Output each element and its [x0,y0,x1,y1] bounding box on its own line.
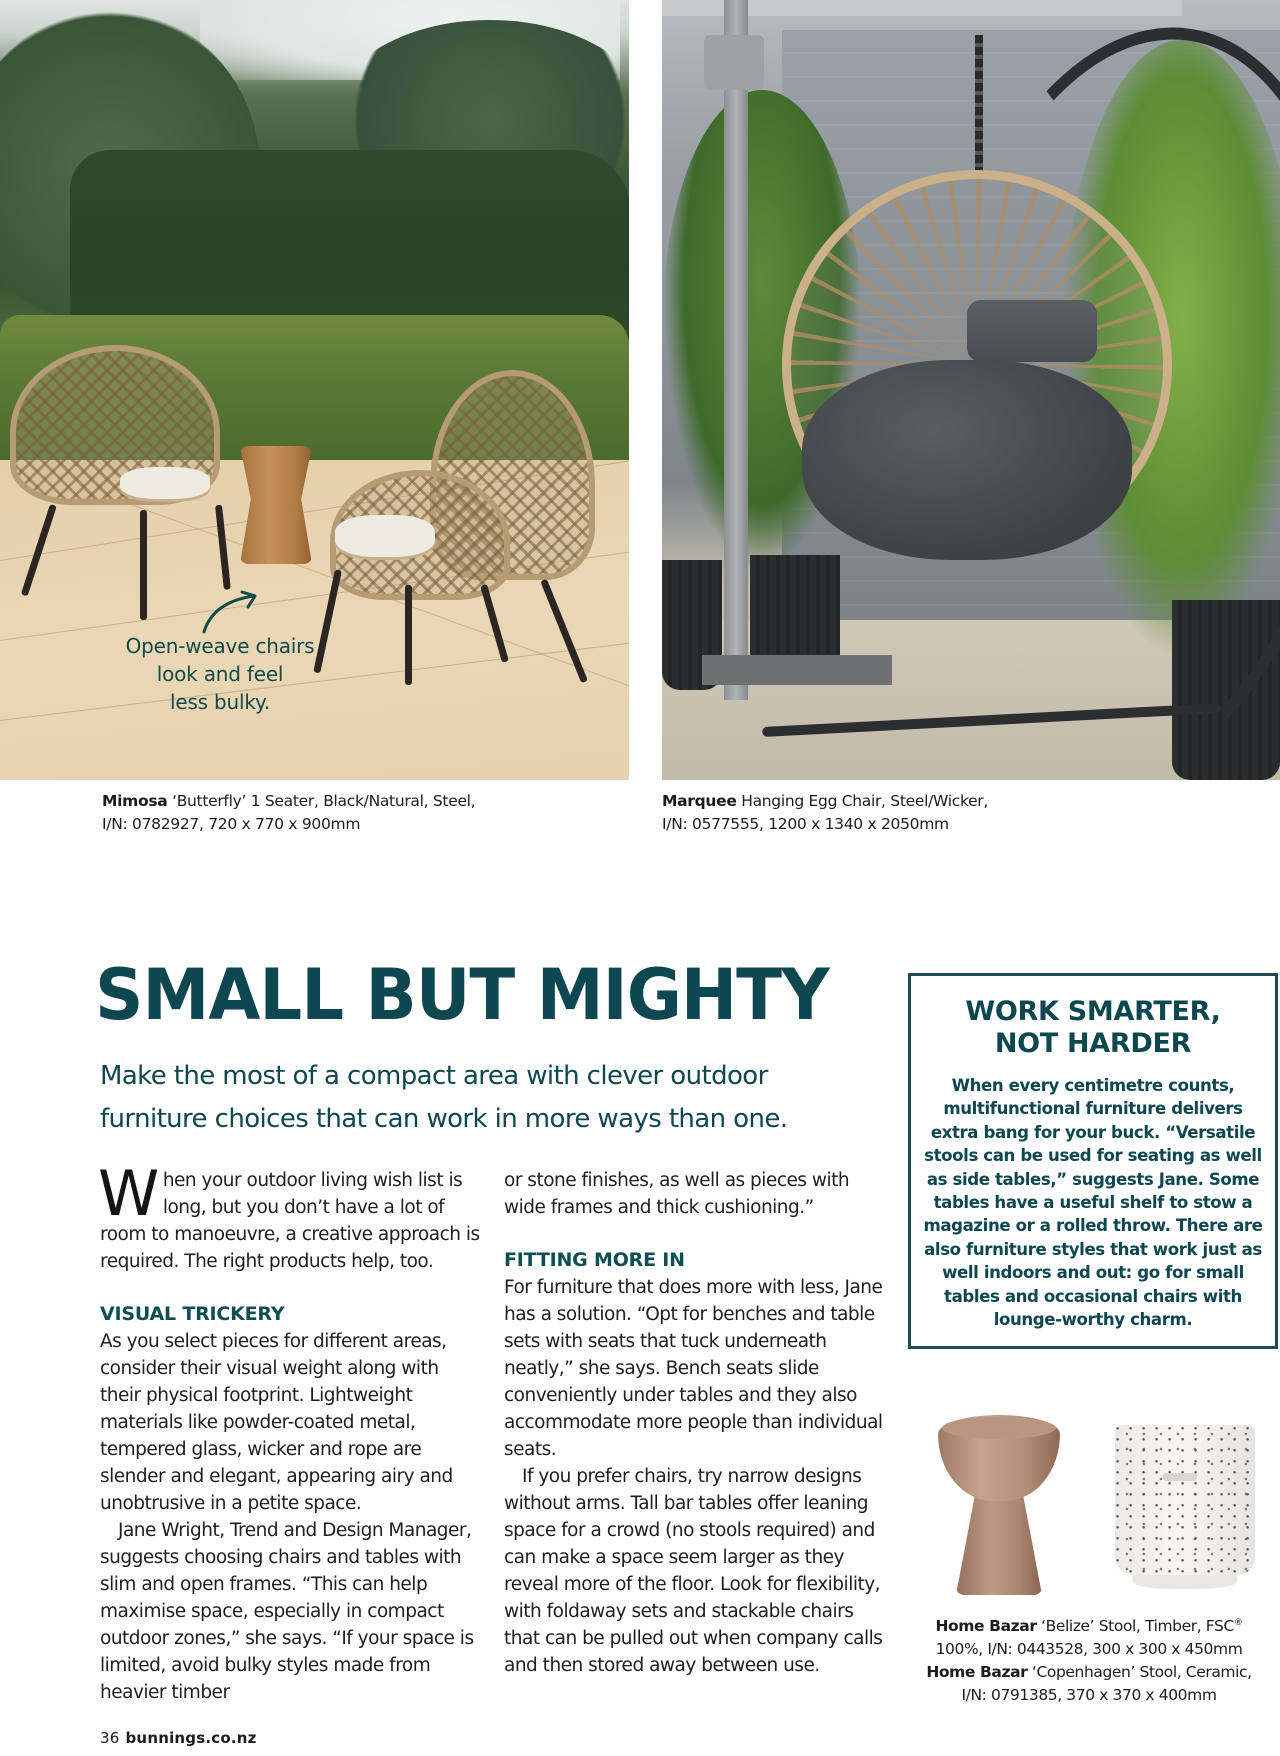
body-paragraph: Jane Wright, Trend and Design Manager, suggests choosing chairs and tables with slim and open frames. “This can help maximise space, especially in compact outdoor zones,” she says. “If your space is limited, avoid bulky styles made from heavier timber [100,1520,474,1703]
article-standfirst [100,1055,890,1141]
site-url[interactable]: bunnings.co.nz [125,1729,257,1747]
section-heading-fitting-more-in: FITTING MORE IN [504,1249,685,1271]
page-footer [100,1729,257,1747]
body-paragraph: As you select pieces for different areas, consider their visual weight along with their physical footprint. Lightweight materials like powder-coated metal, tempered glass, wicker and rope are slender and elegant, appearing airy and unobtrusive in a petite space. [100,1331,453,1514]
tip-box-title: WORK SMARTER, NOT HARDER [965,996,1221,1059]
photo-egg-chair [662,0,1280,780]
product-specs: 100%, I/N: 0443528, 300 x 300 x 450mm [935,1640,1243,1659]
headrest-pillow [967,300,1097,362]
page-number: 36 [100,1729,120,1747]
seat-cushion [802,360,1132,560]
brand-name: Marquee [662,792,737,810]
article-headline: SMALL BUT MIGHTY [95,954,829,1036]
standfirst-line: Make the most of a compact area with clever outdoor [100,1061,768,1091]
wicker-chair-left [10,345,225,595]
annotation-line: less bulky. [170,690,270,714]
product-description: ‘Butterfly’ 1 Seater, Black/Natural, Steel, [167,792,476,810]
body-paragraph: For furniture that does more with less, Jane has a solution. “Opt for benches and table sets with seats that tuck underneath neatly,” she says. Bench seats slide conveniently under tables and they also accommodate more people than individual seats. [504,1277,883,1460]
product-description: ‘Copenhagen’ Stool, Ceramic, [1027,1663,1252,1682]
drop-cap: W [98,1157,159,1230]
product-caption-stools [905,1612,1273,1707]
timber-stool [240,446,312,564]
article-column-2 [504,1167,894,1679]
brand-name: Mimosa [102,792,168,810]
hanging-chain [975,35,983,175]
standfirst-line: furniture choices that can work in more ways than one. [100,1104,788,1134]
photo-mimosa-chairs [0,0,629,780]
article-column-1 [98,1157,480,1706]
curved-arrow-icon [198,590,262,636]
brand-name: Home Bazar [926,1663,1028,1682]
product-description: ‘Belize’ Stool, Timber, FSC [1036,1617,1234,1636]
photo-annotation [100,632,340,716]
product-caption-marquee [662,790,1222,836]
product-description: Hanging Egg Chair, Steel/Wicker, [736,792,988,810]
product-specs: I/N: 0782927, 720 x 770 x 900mm [102,815,361,833]
product-specs: I/N: 0791385, 370 x 370 x 400mm [961,1686,1217,1705]
annotation-line: look and feel [156,662,284,686]
intro-paragraph: When your outdoor living wish list is long, but you don’t have a lot of room to manoeuvre, a creative approach is required. The right products help, too. [98,1157,480,1272]
umbrella-bracket [704,35,764,90]
photo-copenhagen-stool [1115,1425,1255,1593]
product-caption-mimosa [102,790,622,836]
wicker-chair-right [330,370,600,690]
registered-mark: ® [1233,1618,1243,1628]
tip-box-body: When every centimetre counts, multifunctional furniture delivers extra bang for your buck. “Versatile stools can be used for seating as well as side tables,” suggests Jane. Some tables have a useful shelf to stow a magazine or a rolled throw. There are also furniture styles that work just as well indoors and out: go for small tables and occasional chairs with lounge-worthy charm. [923,1076,1263,1330]
photo-belize-stool [938,1415,1060,1597]
annotation-line: Open-weave chairs [125,634,315,658]
product-specs: I/N: 0577555, 1200 x 1340 x 2050mm [662,815,949,833]
section-heading-visual-trickery: VISUAL TRICKERY [100,1303,285,1325]
umbrella-base [702,655,892,685]
tip-box-work-smarter [908,973,1278,1349]
brand-name: Home Bazar [935,1617,1037,1636]
umbrella-pole [724,0,748,700]
body-paragraph-continued: or stone finishes, as well as pieces with wide frames and thick cushioning.” [504,1170,850,1218]
body-paragraph: If you prefer chairs, try narrow designs without arms. Tall bar tables offer leaning space for a crowd (no stools required) and can make a space seem larger as they reveal more of the floor. Look for flexibility, with foldaway sets and stackable chairs that can be pulled out when company calls and then stored away between use. [504,1466,883,1676]
